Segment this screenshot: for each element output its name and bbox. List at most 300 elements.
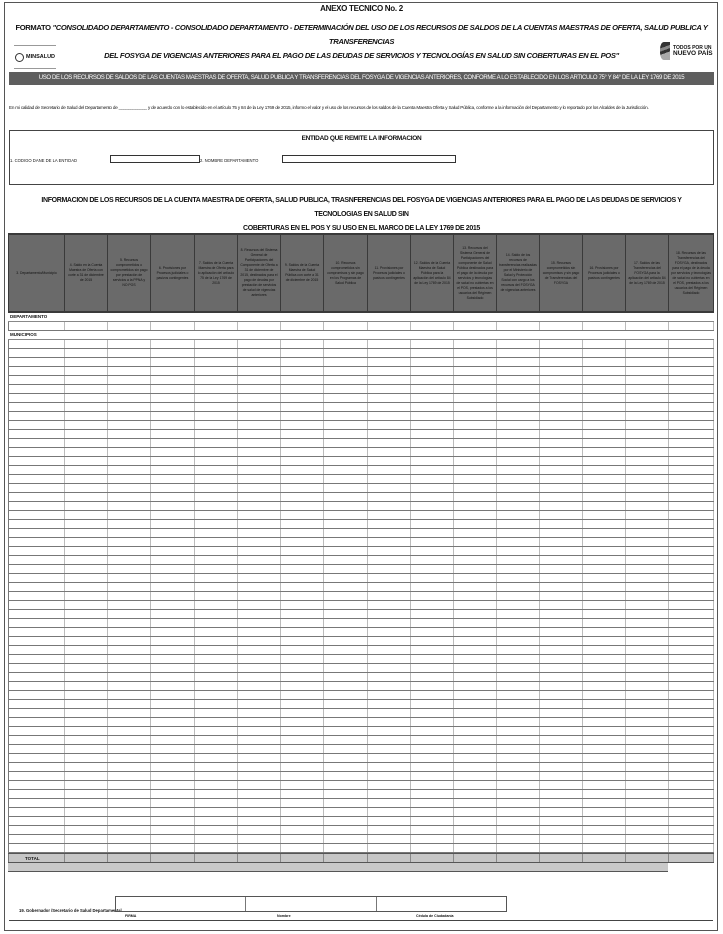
municipality-cell[interactable]	[238, 511, 281, 519]
municipality-cell[interactable]	[108, 619, 151, 627]
municipality-cell[interactable]	[540, 457, 583, 465]
municipality-cell[interactable]	[324, 538, 368, 546]
municipality-cell[interactable]	[324, 475, 368, 483]
municipality-cell[interactable]	[151, 475, 195, 483]
municipality-cell[interactable]	[65, 844, 108, 852]
municipality-cell[interactable]	[411, 430, 454, 438]
municipality-cell[interactable]	[281, 817, 324, 825]
municipality-cell[interactable]	[540, 529, 583, 537]
municipality-cell[interactable]	[368, 457, 411, 465]
municipality-cell[interactable]	[65, 808, 108, 816]
municipality-cell[interactable]	[65, 754, 108, 762]
municipality-cell[interactable]	[540, 790, 583, 798]
municipality-cell[interactable]	[324, 529, 368, 537]
municipality-cell[interactable]	[108, 772, 151, 780]
municipality-cell[interactable]	[108, 493, 151, 501]
municipality-cell[interactable]	[669, 736, 714, 744]
municipality-cell[interactable]	[324, 646, 368, 654]
municipality-cell[interactable]	[626, 754, 669, 762]
municipality-cell[interactable]	[65, 439, 108, 447]
municipality-cell[interactable]	[238, 655, 281, 663]
municipality-cell[interactable]	[669, 385, 714, 393]
municipality-cell[interactable]	[454, 412, 497, 420]
municipality-cell[interactable]	[238, 673, 281, 681]
municipality-cell[interactable]	[540, 358, 583, 366]
municipality-cell[interactable]	[195, 718, 238, 726]
municipality-cell[interactable]	[238, 691, 281, 699]
municipality-cell[interactable]	[151, 691, 195, 699]
municipality-cell[interactable]	[497, 538, 540, 546]
municipality-cell[interactable]	[454, 340, 497, 348]
municipality-cell[interactable]	[8, 457, 65, 465]
municipality-cell[interactable]	[368, 700, 411, 708]
municipality-cell[interactable]	[108, 826, 151, 834]
municipality-cell[interactable]	[8, 475, 65, 483]
municipality-cell[interactable]	[583, 610, 626, 618]
municipality-cell[interactable]	[151, 745, 195, 753]
municipality-cell[interactable]	[497, 556, 540, 564]
municipality-cell[interactable]	[583, 349, 626, 357]
municipality-cell[interactable]	[151, 457, 195, 465]
municipality-cell[interactable]	[65, 340, 108, 348]
municipality-cell[interactable]	[411, 736, 454, 744]
municipality-cell[interactable]	[497, 763, 540, 771]
municipality-cell[interactable]	[411, 448, 454, 456]
municipality-cell[interactable]	[497, 835, 540, 843]
municipality-cell[interactable]	[583, 790, 626, 798]
municipality-cell[interactable]	[411, 682, 454, 690]
municipality-cell[interactable]	[324, 502, 368, 510]
municipality-cell[interactable]	[583, 835, 626, 843]
municipality-cell[interactable]	[411, 826, 454, 834]
municipality-cell[interactable]	[65, 655, 108, 663]
municipality-cell[interactable]	[281, 826, 324, 834]
municipality-cell[interactable]	[238, 745, 281, 753]
municipality-cell[interactable]	[540, 610, 583, 618]
municipality-cell[interactable]	[411, 511, 454, 519]
municipality-cell[interactable]	[454, 394, 497, 402]
municipality-cell[interactable]	[324, 340, 368, 348]
municipality-cell[interactable]	[65, 457, 108, 465]
municipality-cell[interactable]	[281, 673, 324, 681]
department-cell[interactable]	[8, 322, 65, 330]
municipality-cell[interactable]	[195, 664, 238, 672]
municipality-cell[interactable]	[454, 727, 497, 735]
municipality-cell[interactable]	[583, 826, 626, 834]
total-cell[interactable]	[324, 854, 368, 862]
municipality-cell[interactable]	[454, 781, 497, 789]
municipality-cell[interactable]	[454, 511, 497, 519]
municipality-cell[interactable]	[454, 502, 497, 510]
municipality-cell[interactable]	[65, 736, 108, 744]
municipality-cell[interactable]	[368, 610, 411, 618]
municipality-cell[interactable]	[540, 655, 583, 663]
municipality-cell[interactable]	[368, 574, 411, 582]
municipality-cell[interactable]	[8, 664, 65, 672]
municipality-cell[interactable]	[540, 430, 583, 438]
municipality-cell[interactable]	[281, 385, 324, 393]
municipality-cell[interactable]	[669, 781, 714, 789]
municipality-cell[interactable]	[108, 610, 151, 618]
municipality-cell[interactable]	[195, 385, 238, 393]
municipality-cell[interactable]	[669, 394, 714, 402]
municipality-cell[interactable]	[411, 790, 454, 798]
municipality-cell[interactable]	[669, 790, 714, 798]
municipality-cell[interactable]	[8, 358, 65, 366]
municipality-cell[interactable]	[195, 727, 238, 735]
municipality-cell[interactable]	[108, 484, 151, 492]
municipality-cell[interactable]	[151, 529, 195, 537]
municipality-cell[interactable]	[151, 799, 195, 807]
municipality-cell[interactable]	[238, 826, 281, 834]
signature-firma-field[interactable]	[116, 897, 246, 911]
municipality-cell[interactable]	[324, 556, 368, 564]
municipality-cell[interactable]	[151, 439, 195, 447]
municipality-cell[interactable]	[368, 592, 411, 600]
department-cell[interactable]	[108, 322, 151, 330]
municipality-cell[interactable]	[626, 817, 669, 825]
municipality-cell[interactable]	[497, 610, 540, 618]
municipality-cell[interactable]	[454, 655, 497, 663]
municipality-cell[interactable]	[411, 745, 454, 753]
municipality-cell[interactable]	[8, 826, 65, 834]
municipality-cell[interactable]	[583, 628, 626, 636]
municipality-cell[interactable]	[238, 520, 281, 528]
municipality-cell[interactable]	[324, 754, 368, 762]
municipality-cell[interactable]	[8, 700, 65, 708]
municipality-cell[interactable]	[583, 547, 626, 555]
municipality-cell[interactable]	[497, 745, 540, 753]
municipality-cell[interactable]	[411, 700, 454, 708]
municipality-cell[interactable]	[454, 646, 497, 654]
municipality-cell[interactable]	[540, 799, 583, 807]
municipality-cell[interactable]	[281, 439, 324, 447]
municipality-cell[interactable]	[151, 754, 195, 762]
municipality-cell[interactable]	[540, 700, 583, 708]
municipality-cell[interactable]	[65, 745, 108, 753]
municipality-cell[interactable]	[238, 772, 281, 780]
municipality-cell[interactable]	[65, 772, 108, 780]
municipality-cell[interactable]	[411, 781, 454, 789]
municipality-cell[interactable]	[195, 736, 238, 744]
municipality-cell[interactable]	[583, 745, 626, 753]
municipality-cell[interactable]	[583, 619, 626, 627]
municipality-cell[interactable]	[238, 430, 281, 438]
municipality-cell[interactable]	[540, 385, 583, 393]
municipality-cell[interactable]	[108, 799, 151, 807]
municipality-cell[interactable]	[324, 682, 368, 690]
municipality-cell[interactable]	[368, 502, 411, 510]
municipality-cell[interactable]	[411, 457, 454, 465]
municipality-cell[interactable]	[497, 601, 540, 609]
municipality-cell[interactable]	[411, 637, 454, 645]
municipality-cell[interactable]	[454, 817, 497, 825]
municipality-cell[interactable]	[151, 835, 195, 843]
municipality-cell[interactable]	[540, 718, 583, 726]
municipality-cell[interactable]	[65, 538, 108, 546]
municipality-cell[interactable]	[195, 781, 238, 789]
municipality-cell[interactable]	[324, 628, 368, 636]
municipality-cell[interactable]	[368, 412, 411, 420]
municipality-cell[interactable]	[151, 673, 195, 681]
municipality-cell[interactable]	[195, 511, 238, 519]
municipality-cell[interactable]	[65, 727, 108, 735]
municipality-cell[interactable]	[454, 682, 497, 690]
municipality-cell[interactable]	[669, 466, 714, 474]
municipality-cell[interactable]	[324, 565, 368, 573]
municipality-cell[interactable]	[8, 385, 65, 393]
municipality-cell[interactable]	[540, 403, 583, 411]
municipality-cell[interactable]	[65, 637, 108, 645]
municipality-cell[interactable]	[8, 484, 65, 492]
municipality-cell[interactable]	[626, 646, 669, 654]
municipality-cell[interactable]	[497, 457, 540, 465]
signature-nombre-field[interactable]	[246, 897, 376, 911]
municipality-cell[interactable]	[195, 763, 238, 771]
municipality-cell[interactable]	[411, 610, 454, 618]
municipality-cell[interactable]	[238, 556, 281, 564]
municipality-cell[interactable]	[281, 619, 324, 627]
municipality-cell[interactable]	[669, 439, 714, 447]
municipality-cell[interactable]	[411, 808, 454, 816]
municipality-cell[interactable]	[324, 835, 368, 843]
municipality-cell[interactable]	[368, 367, 411, 375]
municipality-cell[interactable]	[8, 790, 65, 798]
department-cell[interactable]	[368, 322, 411, 330]
municipality-cell[interactable]	[583, 358, 626, 366]
municipality-cell[interactable]	[669, 340, 714, 348]
municipality-cell[interactable]	[411, 520, 454, 528]
municipality-cell[interactable]	[195, 772, 238, 780]
municipality-cell[interactable]	[108, 808, 151, 816]
municipality-cell[interactable]	[411, 358, 454, 366]
municipality-cell[interactable]	[195, 610, 238, 618]
municipality-cell[interactable]	[238, 835, 281, 843]
municipality-cell[interactable]	[368, 727, 411, 735]
municipality-cell[interactable]	[65, 718, 108, 726]
municipality-cell[interactable]	[324, 655, 368, 663]
municipality-cell[interactable]	[540, 745, 583, 753]
municipality-cell[interactable]	[281, 403, 324, 411]
municipality-cell[interactable]	[8, 502, 65, 510]
municipality-cell[interactable]	[540, 520, 583, 528]
municipality-cell[interactable]	[368, 835, 411, 843]
municipality-cell[interactable]	[540, 682, 583, 690]
municipality-cell[interactable]	[238, 484, 281, 492]
municipality-cell[interactable]	[238, 448, 281, 456]
municipality-cell[interactable]	[324, 808, 368, 816]
municipality-cell[interactable]	[238, 601, 281, 609]
municipality-cell[interactable]	[108, 394, 151, 402]
municipality-cell[interactable]	[454, 493, 497, 501]
municipality-cell[interactable]	[583, 367, 626, 375]
municipality-cell[interactable]	[368, 754, 411, 762]
municipality-cell[interactable]	[151, 421, 195, 429]
municipality-cell[interactable]	[669, 835, 714, 843]
municipality-cell[interactable]	[454, 700, 497, 708]
municipality-cell[interactable]	[281, 637, 324, 645]
municipality-cell[interactable]	[669, 826, 714, 834]
municipality-cell[interactable]	[497, 754, 540, 762]
municipality-cell[interactable]	[368, 403, 411, 411]
municipality-cell[interactable]	[108, 700, 151, 708]
municipality-cell[interactable]	[669, 601, 714, 609]
municipality-cell[interactable]	[669, 682, 714, 690]
department-cell[interactable]	[411, 322, 454, 330]
municipality-cell[interactable]	[626, 520, 669, 528]
municipality-cell[interactable]	[281, 691, 324, 699]
municipality-cell[interactable]	[497, 466, 540, 474]
municipality-cell[interactable]	[411, 502, 454, 510]
municipality-cell[interactable]	[454, 367, 497, 375]
municipality-cell[interactable]	[583, 484, 626, 492]
municipality-cell[interactable]	[368, 358, 411, 366]
municipality-cell[interactable]	[281, 529, 324, 537]
municipality-cell[interactable]	[324, 448, 368, 456]
municipality-cell[interactable]	[8, 556, 65, 564]
municipality-cell[interactable]	[195, 439, 238, 447]
municipality-cell[interactable]	[151, 592, 195, 600]
municipality-cell[interactable]	[281, 421, 324, 429]
municipality-cell[interactable]	[583, 502, 626, 510]
municipality-cell[interactable]	[108, 457, 151, 465]
municipality-cell[interactable]	[65, 673, 108, 681]
municipality-cell[interactable]	[669, 610, 714, 618]
municipality-cell[interactable]	[65, 394, 108, 402]
municipality-cell[interactable]	[238, 529, 281, 537]
municipality-cell[interactable]	[195, 574, 238, 582]
municipality-cell[interactable]	[238, 844, 281, 852]
municipality-cell[interactable]	[281, 682, 324, 690]
municipality-cell[interactable]	[324, 403, 368, 411]
municipality-cell[interactable]	[195, 475, 238, 483]
municipality-cell[interactable]	[540, 511, 583, 519]
municipality-cell[interactable]	[324, 484, 368, 492]
municipality-cell[interactable]	[8, 412, 65, 420]
municipality-cell[interactable]	[281, 628, 324, 636]
municipality-cell[interactable]	[411, 403, 454, 411]
municipality-cell[interactable]	[497, 448, 540, 456]
municipality-cell[interactable]	[540, 475, 583, 483]
municipality-cell[interactable]	[324, 727, 368, 735]
municipality-cell[interactable]	[324, 781, 368, 789]
municipality-cell[interactable]	[626, 412, 669, 420]
municipality-cell[interactable]	[8, 592, 65, 600]
municipality-cell[interactable]	[454, 844, 497, 852]
municipality-cell[interactable]	[411, 646, 454, 654]
municipality-cell[interactable]	[151, 430, 195, 438]
municipality-cell[interactable]	[281, 718, 324, 726]
municipality-cell[interactable]	[368, 583, 411, 591]
municipality-cell[interactable]	[108, 565, 151, 573]
municipality-cell[interactable]	[669, 673, 714, 681]
municipality-cell[interactable]	[669, 592, 714, 600]
municipality-cell[interactable]	[281, 430, 324, 438]
municipality-cell[interactable]	[324, 700, 368, 708]
municipality-cell[interactable]	[151, 772, 195, 780]
municipality-cell[interactable]	[324, 691, 368, 699]
municipality-cell[interactable]	[151, 682, 195, 690]
municipality-cell[interactable]	[669, 664, 714, 672]
municipality-cell[interactable]	[8, 709, 65, 717]
municipality-cell[interactable]	[108, 655, 151, 663]
municipality-cell[interactable]	[626, 430, 669, 438]
municipality-cell[interactable]	[669, 691, 714, 699]
municipality-cell[interactable]	[540, 808, 583, 816]
municipality-cell[interactable]	[151, 700, 195, 708]
municipality-cell[interactable]	[195, 421, 238, 429]
municipality-cell[interactable]	[324, 349, 368, 357]
municipality-cell[interactable]	[583, 583, 626, 591]
municipality-cell[interactable]	[454, 538, 497, 546]
municipality-cell[interactable]	[195, 646, 238, 654]
municipality-cell[interactable]	[151, 583, 195, 591]
municipality-cell[interactable]	[65, 601, 108, 609]
total-cell[interactable]	[195, 854, 238, 862]
municipality-cell[interactable]	[238, 808, 281, 816]
municipality-cell[interactable]	[195, 790, 238, 798]
municipality-cell[interactable]	[583, 511, 626, 519]
municipality-cell[interactable]	[281, 520, 324, 528]
municipality-cell[interactable]	[583, 385, 626, 393]
municipality-cell[interactable]	[583, 421, 626, 429]
municipality-cell[interactable]	[669, 763, 714, 771]
municipality-cell[interactable]	[583, 808, 626, 816]
municipality-cell[interactable]	[195, 349, 238, 357]
municipality-cell[interactable]	[324, 583, 368, 591]
municipality-cell[interactable]	[411, 583, 454, 591]
municipality-cell[interactable]	[195, 799, 238, 807]
municipality-cell[interactable]	[669, 727, 714, 735]
municipality-cell[interactable]	[281, 646, 324, 654]
municipality-cell[interactable]	[238, 736, 281, 744]
municipality-cell[interactable]	[65, 709, 108, 717]
municipality-cell[interactable]	[454, 556, 497, 564]
municipality-cell[interactable]	[411, 772, 454, 780]
municipality-cell[interactable]	[151, 340, 195, 348]
municipality-cell[interactable]	[626, 637, 669, 645]
municipality-cell[interactable]	[626, 484, 669, 492]
municipality-cell[interactable]	[583, 340, 626, 348]
municipality-cell[interactable]	[454, 583, 497, 591]
municipality-cell[interactable]	[151, 628, 195, 636]
municipality-cell[interactable]	[195, 367, 238, 375]
municipality-cell[interactable]	[195, 628, 238, 636]
municipality-cell[interactable]	[454, 772, 497, 780]
municipality-cell[interactable]	[540, 601, 583, 609]
municipality-cell[interactable]	[540, 412, 583, 420]
municipality-cell[interactable]	[540, 754, 583, 762]
municipality-cell[interactable]	[540, 547, 583, 555]
municipality-cell[interactable]	[65, 664, 108, 672]
municipality-cell[interactable]	[195, 457, 238, 465]
municipality-cell[interactable]	[324, 439, 368, 447]
municipality-cell[interactable]	[497, 772, 540, 780]
municipality-cell[interactable]	[454, 466, 497, 474]
municipality-cell[interactable]	[281, 844, 324, 852]
municipality-cell[interactable]	[368, 421, 411, 429]
municipality-cell[interactable]	[411, 565, 454, 573]
municipality-cell[interactable]	[497, 619, 540, 627]
municipality-cell[interactable]	[238, 547, 281, 555]
municipality-cell[interactable]	[324, 493, 368, 501]
municipality-cell[interactable]	[368, 547, 411, 555]
municipality-cell[interactable]	[324, 574, 368, 582]
municipality-cell[interactable]	[324, 385, 368, 393]
municipality-cell[interactable]	[540, 727, 583, 735]
municipality-cell[interactable]	[368, 556, 411, 564]
municipality-cell[interactable]	[151, 502, 195, 510]
